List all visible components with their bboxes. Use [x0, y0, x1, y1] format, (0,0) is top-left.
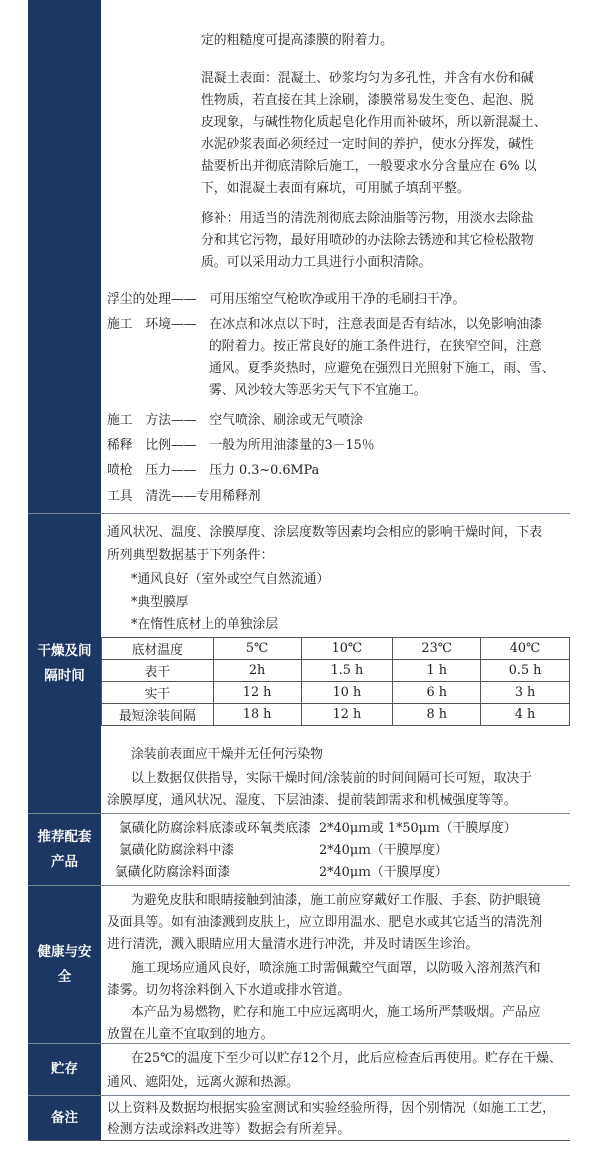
- table-cell: 12 h: [213, 682, 301, 704]
- text-line: *在惰性底材上的单独涂层: [131, 617, 279, 632]
- text-line: 性物质，若直接在其上涂刷，漆膜常易发生变色、起泡、脱: [201, 93, 534, 108]
- product-spec: 2*40μｍ或 1*50μｍ（干膜厚度）: [319, 821, 517, 836]
- text-line: *通风良好（室外或空气自然流通）: [131, 572, 330, 587]
- section-application-content: [101, 0, 570, 513]
- table-header-cell: 10℃: [301, 638, 393, 660]
- section-storage-content: [101, 1044, 570, 1095]
- spec-sheet: [28, 0, 570, 1141]
- text-line: 检测方法或涂料改进等）数据会有所差异。: [107, 1122, 351, 1137]
- text-line: 皮现象，与碱性物化质起皂化作用而补破坏，所以新混凝土、: [201, 115, 547, 130]
- drying-time-table: [101, 637, 570, 726]
- table-cell: 实干: [102, 682, 214, 704]
- section-drying-label: 干燥及间隔时间: [28, 514, 101, 813]
- text-line: 放置在儿童不宜取到的地方。: [107, 1027, 274, 1042]
- table-header-cell: 23℃: [393, 638, 481, 660]
- table-row: [102, 660, 570, 682]
- section-recommended: [28, 813, 570, 885]
- table-header-cell: 40℃: [481, 638, 570, 660]
- text-line: 本产品为易燃物，贮存和施工中应远离明火，施工场所严禁吸烟。产品应: [131, 1005, 541, 1020]
- table-header-cell: 5℃: [213, 638, 301, 660]
- section-application: [28, 0, 570, 513]
- text-line: 工具 清洗——专用稀释剂: [107, 489, 261, 504]
- text-line: 涂膜厚度，通风状况、湿度、下层油漆、提前装卸需求和机械强度等等。: [107, 793, 517, 808]
- text-line: 雾、风沙较大等恶劣天气下不宜施工。: [209, 383, 427, 398]
- table-cell: 0.5 h: [481, 660, 570, 682]
- table-cell: 6 h: [393, 682, 481, 704]
- table-cell: 8 h: [393, 704, 481, 726]
- section-recommended-content: [101, 814, 570, 885]
- text-line: 喷枪 压力—— 压力 0.3~0.6MPa: [107, 463, 320, 478]
- section-storage: [28, 1043, 570, 1095]
- text-line: 稀释 比例—— 一般为所用油漆量的3－15％: [107, 438, 375, 453]
- table-header-row: [102, 638, 570, 660]
- section-drying-content: [101, 514, 570, 813]
- text-line: 施工 方法—— 空气喷涂、刷涂或无气喷涂: [107, 413, 363, 428]
- text-line: *典型膜厚: [131, 595, 189, 610]
- text-line: 通风状况、温度、涂膜厚度、涂层度数等因素均会相应的影响干燥时间，下表: [107, 525, 543, 540]
- section-drying: [28, 513, 570, 813]
- section-application-label: [28, 0, 101, 513]
- text-line: 分和其它污物，最好用喷砂的办法除去锈迹和其它检松散物: [201, 233, 534, 248]
- table-cell: 18 h: [213, 704, 301, 726]
- product-name: 氯磺化防腐涂料底漆或环氧类底漆: [119, 821, 311, 836]
- section-recommended-label: 推荐配套产品: [28, 814, 101, 885]
- text-line: 及面具等。如有油漆溅到皮肤上，应立即用温水、肥皂水或其它适当的清洗剂: [107, 915, 543, 930]
- section-health-safety-label: 健康与安全: [28, 886, 101, 1043]
- table-header-cell: 底材温度: [102, 638, 214, 660]
- text-line: 下，如混凝土表面有麻坑，可用腻子填刮平整。: [201, 181, 470, 196]
- text-line: 施工 环境—— 在冰点和冰点以下时，注意表面是否有结冰，以免影响油漆: [107, 317, 543, 332]
- text-line: 通风、遮阳处，远离火源和热源。: [107, 1075, 299, 1090]
- product-name: 氯磺化防腐涂料面漆: [115, 865, 231, 880]
- text-line: 浮尘的处理—— 可用压缩空气枪吹净或用干净的毛刷扫干净。: [107, 292, 466, 307]
- text-line: 进行清洗，溅入眼睛应用大量清水进行冲洗，并及时请医生诊治。: [107, 937, 479, 952]
- product-spec: 2*40μｍ（干膜厚度）: [319, 865, 448, 880]
- product-name: 氯磺化防腐涂料中漆: [119, 843, 235, 858]
- product-spec: 2*40μｍ（干膜厚度）: [319, 843, 448, 858]
- table-cell: 1.5 h: [301, 660, 393, 682]
- text-line: 施工现场应通风良好，喷涂施工时需佩戴空气面罩，以防吸入溶剂蒸汽和: [131, 961, 541, 976]
- text-line: 在25℃的温度下至少可以贮存12个月，此后应检查后再使用。贮存在干燥、: [131, 1051, 562, 1066]
- section-health-safety: [28, 885, 570, 1043]
- text-line: 涂装前表面应干燥并无任何污染物: [131, 747, 323, 762]
- text-line: 以上数据仅供指导，实际干燥时间/涂装前的时间间隔可长可短，取决于: [131, 771, 533, 786]
- text-line: 盐要析出并彻底清除后施工，一般要求水分含量应在 6% 以: [201, 159, 537, 174]
- section-remarks-content: [101, 1096, 570, 1140]
- text-line: 质。可以采用动力工具进行小面积清除。: [201, 255, 432, 270]
- table-cell: 1 h: [393, 660, 481, 682]
- text-line: 定的粗糙度可提高漆膜的附着力。: [201, 33, 393, 48]
- table-cell: 最短涂装间隔: [102, 704, 214, 726]
- text-line: 为避免皮肤和眼睛接触到油漆，施工前应穿戴好工作服、手套、防护眼镜: [131, 893, 541, 908]
- text-line: 的附着力。按正常良好的施工条件进行，在狭窄空间，注意: [209, 339, 542, 354]
- text-line: 混凝土表面：混凝土、砂浆均匀为多孔性，并含有水份和碱: [201, 71, 534, 86]
- text-line: 漆雾。切勿将涂料倒入下水道或排水管道。: [107, 983, 351, 998]
- section-remarks-label: 备注: [28, 1096, 101, 1140]
- table-cell: 4 h: [481, 704, 570, 726]
- table-cell: 2h: [213, 660, 301, 682]
- table-row: [102, 704, 570, 726]
- table-cell: 12 h: [301, 704, 393, 726]
- text-line: 以上资料及数据均根据实验室测试和实验经验所得，因个别情况（如施工工艺，: [107, 1101, 555, 1116]
- text-line: 所列典型数据基于下列条件：: [107, 548, 274, 563]
- table-cell: 10 h: [301, 682, 393, 704]
- text-line: 水泥砂浆表面必须经过一定时间的养护，使水分挥发，碱性: [201, 137, 534, 152]
- table-row: [102, 682, 570, 704]
- section-health-safety-content: [101, 886, 570, 1043]
- table-cell: 表干: [102, 660, 214, 682]
- section-storage-label: 贮存: [28, 1044, 101, 1095]
- text-line: 修补：用适当的清洗剂彻底去除油脂等污物，用淡水去除盐: [201, 211, 534, 226]
- table-cell: 3 h: [481, 682, 570, 704]
- section-remarks: [28, 1095, 570, 1140]
- text-line: 通风。夏季炎热时，应避免在强烈日光照射下施工，雨、雪、: [209, 361, 555, 376]
